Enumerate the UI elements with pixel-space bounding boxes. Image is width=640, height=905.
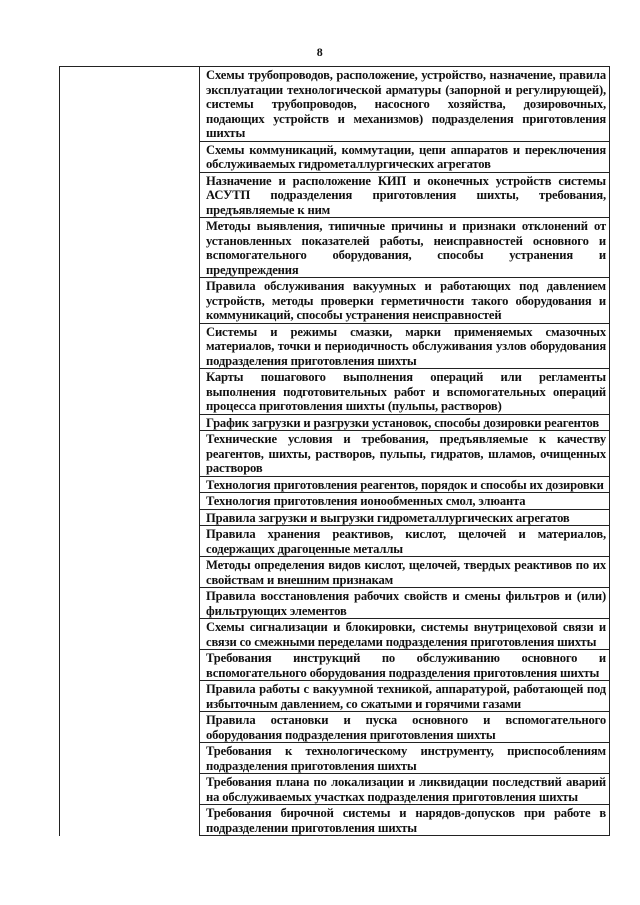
- requirement-cell: [200, 493, 610, 510]
- requirement-cell: [200, 218, 610, 278]
- requirement-text: Технология приготовления реагентов, порядок и способы их дозировки: [206, 477, 604, 492]
- requirement-cell: [200, 557, 610, 588]
- requirement-text: График загрузки и разгрузки установок, способы дозировки реагентов: [206, 415, 600, 430]
- requirement-text: Правила загрузки и выгрузки гидрометаллургических агрегатов: [206, 510, 570, 525]
- requirement-cell: [200, 743, 610, 774]
- requirement-text: Правила работы с вакуумной техникой, аппаратурой, работающей под избыточным давлением, со сжатыми и горячими газами: [206, 682, 606, 711]
- requirement-cell: [200, 172, 610, 218]
- requirement-text: Правила восстановления рабочих свойств и смены фильтров и (или) фильтрующих элементов: [206, 589, 606, 618]
- requirement-text: Технические условия и требования, предъявляемые к качеству реагентов, шихты, растворов, пульпы, гидратов, шламов, очищенных растворов: [206, 432, 606, 475]
- requirement-text: Схемы коммуникаций, коммутации, цепи аппаратов и переключения обслуживаемых гидрометаллургических агрегатов: [206, 142, 606, 171]
- requirement-cell: [200, 323, 610, 369]
- knowledge-requirements-table: [59, 66, 610, 836]
- section-label-cell: [60, 67, 200, 836]
- requirement-text: Требования инструкций по обслуживанию основного и вспомогательного оборудования подразделения приготовления шихты: [206, 651, 606, 680]
- requirement-text: Схемы трубопроводов, расположение, устройство, назначение, правила эксплуатации технологической арматуры (запорной и регулирующей), системы трубопроводов, насосного хозяйства, дозировочных, подающих устройств и механизмов) подразделения приготовления шихты: [206, 68, 606, 140]
- requirement-cell: [200, 67, 610, 142]
- requirement-text: Схемы сигнализации и блокировки, системы внутрицеховой связи и связи со смежными переделами подразделения приготовления шихты: [206, 620, 606, 649]
- requirement-cell: [200, 619, 610, 650]
- requirement-text: Системы и режимы смазки, марки применяемых смазочных материалов, точки и периодичность обслуживания узлов оборудования подразделения приготовления шихты: [206, 324, 606, 368]
- requirement-cell: [200, 588, 610, 619]
- requirement-text: Требования плана по локализации и ликвидации последствий аварий на обслуживаемых участках подразделения приготовления шихты: [206, 775, 606, 804]
- table-body: [60, 67, 610, 836]
- requirement-text: Правила остановки и пуска основного и вспомогательного оборудования подразделения приготовления шихты: [206, 713, 606, 742]
- requirement-text: Карты пошагового выполнения операций или регламенты выполнения подготовительных работ и вспомогательных операций процесса приготовления шихты (пульпы, растворов): [206, 370, 606, 413]
- requirement-text: Правила хранения реактивов, кислот, щелочей и материалов, содержащих драгоценные металлы: [206, 527, 606, 556]
- requirement-cell: [200, 712, 610, 743]
- requirement-cell: [200, 431, 610, 477]
- requirement-cell: [200, 278, 610, 324]
- requirement-text: Правила обслуживания вакуумных и работающих под давлением устройств, методы проверки герметичности такого оборудования и коммуникаций, способы устранения неисправностей: [206, 279, 606, 322]
- requirement-cell: [200, 369, 610, 415]
- requirement-text: Требования бирочной системы и нарядов-допусков при работе в подразделении приготовления шихты: [206, 806, 606, 835]
- table-row: [60, 67, 610, 142]
- requirement-text: Технология приготовления ионообменных смол, элюанта: [206, 494, 526, 508]
- requirement-cell: [200, 774, 610, 805]
- requirement-text: Методы выявления, типичные причины и признаки отклонений от установленных показателей работы, неисправностей основного и вспомогательного оборудования, способы устранения и предупреждения: [206, 219, 606, 277]
- requirement-cell: [200, 805, 610, 836]
- requirement-text: Методы определения видов кислот, щелочей, твердых реактивов по их свойствам и внешним признакам: [206, 558, 606, 587]
- requirement-cell: [200, 414, 610, 431]
- requirement-cell: [200, 681, 610, 712]
- requirement-text: Назначение и расположение КИП и оконечных устройств системы АСУТП подразделения приготовления шихты, требования, предъявляемые к ним: [206, 173, 606, 217]
- requirement-cell: [200, 141, 610, 172]
- requirement-cell: [200, 476, 610, 493]
- requirement-text: Требования к технологическому инструменту, приспособлениям подразделения приготовления шихты: [206, 744, 606, 773]
- requirement-cell: [200, 526, 610, 557]
- requirement-cell: [200, 650, 610, 681]
- requirement-cell: [200, 509, 610, 526]
- page-number: 8: [316, 45, 324, 59]
